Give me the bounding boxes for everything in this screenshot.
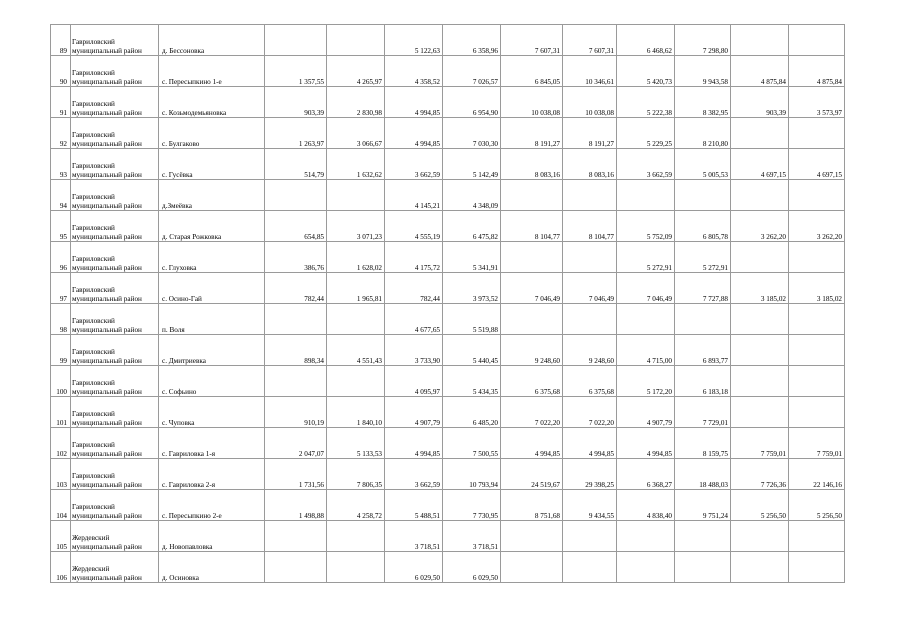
value-cell: 6 368,27 <box>617 459 675 490</box>
value-cell: 6 954,90 <box>443 87 501 118</box>
district-cell: Гавриловский муниципальный район <box>71 211 159 242</box>
value-cell: 6 029,50 <box>443 552 501 583</box>
row-number-cell: 96 <box>51 242 71 273</box>
value-cell: 1 632,62 <box>327 149 385 180</box>
value-cell: 4 994,85 <box>617 428 675 459</box>
value-cell: 7 729,01 <box>675 397 731 428</box>
value-cell <box>731 521 789 552</box>
value-cell: 5 142,49 <box>443 149 501 180</box>
value-cell: 903,39 <box>731 87 789 118</box>
value-cell: 8 751,68 <box>501 490 563 521</box>
locality-cell: с. Дмитриевка <box>159 335 265 366</box>
value-cell <box>265 521 327 552</box>
row-number-cell: 102 <box>51 428 71 459</box>
locality-cell: д. Новопавловка <box>159 521 265 552</box>
value-cell: 4 907,79 <box>385 397 443 428</box>
locality-cell: д. Бессоновка <box>159 25 265 56</box>
value-cell: 5 519,88 <box>443 304 501 335</box>
value-cell <box>501 180 563 211</box>
value-cell: 7 022,20 <box>501 397 563 428</box>
locality-cell: с. Булгаково <box>159 118 265 149</box>
district-cell: Гавриловский муниципальный район <box>71 118 159 149</box>
value-cell <box>563 552 617 583</box>
value-cell <box>265 25 327 56</box>
table-row <box>51 273 845 304</box>
district-cell: Гавриловский муниципальный район <box>71 25 159 56</box>
value-cell: 3 718,51 <box>385 521 443 552</box>
locality-cell: с. Гавриловка 1-я <box>159 428 265 459</box>
value-cell: 6 805,78 <box>675 211 731 242</box>
value-cell: 6 845,05 <box>501 56 563 87</box>
value-cell <box>731 180 789 211</box>
value-cell: 782,44 <box>385 273 443 304</box>
value-cell: 4 348,09 <box>443 180 501 211</box>
value-cell: 7 607,31 <box>563 25 617 56</box>
value-cell: 5 229,25 <box>617 118 675 149</box>
row-number-cell: 97 <box>51 273 71 304</box>
row-number-cell: 103 <box>51 459 71 490</box>
district-cell: Гавриловский муниципальный район <box>71 56 159 87</box>
district-cell: Гавриловский муниципальный район <box>71 397 159 428</box>
value-cell <box>675 521 731 552</box>
value-cell: 5 222,38 <box>617 87 675 118</box>
value-cell <box>731 366 789 397</box>
table-body <box>51 25 845 583</box>
locality-cell: с. Козьмодемьяновка <box>159 87 265 118</box>
row-number-cell: 93 <box>51 149 71 180</box>
value-cell <box>265 366 327 397</box>
value-cell: 5 420,73 <box>617 56 675 87</box>
table-row <box>51 521 845 552</box>
locality-cell: п. Воля <box>159 304 265 335</box>
value-cell: 5 341,91 <box>443 242 501 273</box>
table-row <box>51 242 845 273</box>
value-cell <box>731 397 789 428</box>
table-row <box>51 552 845 583</box>
value-cell: 4 697,15 <box>731 149 789 180</box>
value-cell <box>789 180 845 211</box>
value-cell: 4 994,85 <box>385 428 443 459</box>
tariff-table <box>50 24 845 583</box>
locality-cell: с. Софьино <box>159 366 265 397</box>
value-cell: 9 248,60 <box>501 335 563 366</box>
district-cell: Гавриловский муниципальный район <box>71 87 159 118</box>
value-cell: 7 030,30 <box>443 118 501 149</box>
value-cell: 5 440,45 <box>443 335 501 366</box>
value-cell <box>265 180 327 211</box>
value-cell: 782,44 <box>265 273 327 304</box>
value-cell: 3 662,59 <box>385 459 443 490</box>
value-cell: 7 046,49 <box>501 273 563 304</box>
value-cell <box>617 180 675 211</box>
value-cell: 3 185,02 <box>789 273 845 304</box>
table-row <box>51 335 845 366</box>
value-cell: 8 191,27 <box>501 118 563 149</box>
row-number-cell: 98 <box>51 304 71 335</box>
value-cell: 7 806,35 <box>327 459 385 490</box>
table-row <box>51 56 845 87</box>
value-cell <box>327 366 385 397</box>
value-cell <box>731 118 789 149</box>
value-cell <box>501 242 563 273</box>
value-cell: 1 840,10 <box>327 397 385 428</box>
value-cell <box>327 25 385 56</box>
district-cell: Гавриловский муниципальный район <box>71 149 159 180</box>
table-row <box>51 428 845 459</box>
value-cell: 4 875,84 <box>731 56 789 87</box>
district-cell: Гавриловский муниципальный район <box>71 304 159 335</box>
value-cell: 8 191,27 <box>563 118 617 149</box>
row-number-cell: 101 <box>51 397 71 428</box>
value-cell: 7 759,01 <box>731 428 789 459</box>
value-cell: 7 726,36 <box>731 459 789 490</box>
value-cell: 3 573,97 <box>789 87 845 118</box>
value-cell: 7 500,55 <box>443 428 501 459</box>
value-cell: 7 727,88 <box>675 273 731 304</box>
locality-cell: с. Чуповка <box>159 397 265 428</box>
value-cell: 8 104,77 <box>563 211 617 242</box>
value-cell: 3 262,20 <box>789 211 845 242</box>
value-cell: 5 005,53 <box>675 149 731 180</box>
value-cell: 5 752,09 <box>617 211 675 242</box>
value-cell: 6 893,77 <box>675 335 731 366</box>
district-cell: Гавриловский муниципальный район <box>71 459 159 490</box>
value-cell <box>789 552 845 583</box>
value-cell: 5 272,91 <box>675 242 731 273</box>
value-cell: 3 973,52 <box>443 273 501 304</box>
value-cell <box>789 242 845 273</box>
row-number-cell: 94 <box>51 180 71 211</box>
value-cell: 5 172,20 <box>617 366 675 397</box>
value-cell: 4 677,65 <box>385 304 443 335</box>
value-cell: 1 498,88 <box>265 490 327 521</box>
value-cell: 514,79 <box>265 149 327 180</box>
value-cell <box>617 552 675 583</box>
value-cell: 4 838,40 <box>617 490 675 521</box>
value-cell <box>265 552 327 583</box>
table-row <box>51 397 845 428</box>
locality-cell: д. Старая Рожковка <box>159 211 265 242</box>
value-cell: 6 375,68 <box>563 366 617 397</box>
value-cell: 5 272,91 <box>617 242 675 273</box>
district-cell: Гавриловский муниципальный район <box>71 180 159 211</box>
value-cell <box>501 552 563 583</box>
table-row <box>51 25 845 56</box>
value-cell: 4 715,00 <box>617 335 675 366</box>
value-cell <box>789 118 845 149</box>
locality-cell: с. Пересыпкино 2-е <box>159 490 265 521</box>
value-cell: 10 346,61 <box>563 56 617 87</box>
value-cell: 910,19 <box>265 397 327 428</box>
locality-cell: д. Осиновка <box>159 552 265 583</box>
value-cell: 4 994,85 <box>385 118 443 149</box>
value-cell: 8 210,80 <box>675 118 731 149</box>
value-cell <box>789 335 845 366</box>
value-cell <box>731 304 789 335</box>
district-cell: Гавриловский муниципальный район <box>71 242 159 273</box>
value-cell: 10 038,08 <box>501 87 563 118</box>
value-cell <box>675 552 731 583</box>
value-cell: 22 146,16 <box>789 459 845 490</box>
value-cell: 1 628,02 <box>327 242 385 273</box>
value-cell: 5 133,53 <box>327 428 385 459</box>
value-cell: 4 555,19 <box>385 211 443 242</box>
value-cell: 8 382,95 <box>675 87 731 118</box>
value-cell: 6 485,20 <box>443 397 501 428</box>
value-cell: 10 793,94 <box>443 459 501 490</box>
table-row <box>51 118 845 149</box>
value-cell: 3 262,20 <box>731 211 789 242</box>
district-cell: Гавриловский муниципальный район <box>71 428 159 459</box>
table-row <box>51 180 845 211</box>
value-cell: 6 029,50 <box>385 552 443 583</box>
value-cell: 24 519,67 <box>501 459 563 490</box>
value-cell: 8 159,75 <box>675 428 731 459</box>
value-cell: 4 697,15 <box>789 149 845 180</box>
value-cell: 2 047,07 <box>265 428 327 459</box>
row-number-cell: 105 <box>51 521 71 552</box>
value-cell: 7 026,57 <box>443 56 501 87</box>
value-cell <box>789 366 845 397</box>
value-cell <box>789 397 845 428</box>
row-number-cell: 104 <box>51 490 71 521</box>
district-cell: Гавриловский муниципальный район <box>71 273 159 304</box>
value-cell: 5 434,35 <box>443 366 501 397</box>
row-number-cell: 90 <box>51 56 71 87</box>
value-cell: 8 083,16 <box>501 149 563 180</box>
value-cell: 4 994,85 <box>501 428 563 459</box>
value-cell <box>617 521 675 552</box>
value-cell: 4 175,72 <box>385 242 443 273</box>
value-cell <box>731 335 789 366</box>
value-cell: 4 265,97 <box>327 56 385 87</box>
row-number-cell: 99 <box>51 335 71 366</box>
value-cell <box>731 25 789 56</box>
row-number-cell: 106 <box>51 552 71 583</box>
value-cell <box>675 180 731 211</box>
table-row <box>51 459 845 490</box>
value-cell: 4 875,84 <box>789 56 845 87</box>
value-cell: 1 357,55 <box>265 56 327 87</box>
value-cell: 4 551,43 <box>327 335 385 366</box>
value-cell <box>563 521 617 552</box>
value-cell: 6 475,82 <box>443 211 501 242</box>
value-cell: 898,34 <box>265 335 327 366</box>
value-cell: 4 994,85 <box>385 87 443 118</box>
value-cell: 3 071,23 <box>327 211 385 242</box>
row-number-cell: 92 <box>51 118 71 149</box>
district-cell: Жердевский муниципальный район <box>71 521 159 552</box>
value-cell: 3 662,59 <box>385 149 443 180</box>
value-cell: 6 183,18 <box>675 366 731 397</box>
value-cell: 654,85 <box>265 211 327 242</box>
row-number-cell: 91 <box>51 87 71 118</box>
value-cell: 386,76 <box>265 242 327 273</box>
value-cell: 6 468,62 <box>617 25 675 56</box>
locality-cell: с. Глуховка <box>159 242 265 273</box>
value-cell: 6 375,68 <box>501 366 563 397</box>
value-cell: 9 943,58 <box>675 56 731 87</box>
locality-cell: с. Осино-Гай <box>159 273 265 304</box>
value-cell: 1 263,97 <box>265 118 327 149</box>
value-cell: 3 185,02 <box>731 273 789 304</box>
value-cell <box>731 552 789 583</box>
value-cell <box>563 304 617 335</box>
value-cell <box>675 304 731 335</box>
value-cell: 3 733,90 <box>385 335 443 366</box>
table-row <box>51 366 845 397</box>
value-cell: 18 488,03 <box>675 459 731 490</box>
value-cell: 3 718,51 <box>443 521 501 552</box>
district-cell: Гавриловский муниципальный район <box>71 490 159 521</box>
value-cell <box>563 180 617 211</box>
value-cell: 7 298,80 <box>675 25 731 56</box>
row-number-cell: 100 <box>51 366 71 397</box>
value-cell: 4 258,72 <box>327 490 385 521</box>
value-cell: 29 398,25 <box>563 459 617 490</box>
locality-cell: с. Гавриловка 2-я <box>159 459 265 490</box>
value-cell: 6 358,96 <box>443 25 501 56</box>
value-cell: 5 488,51 <box>385 490 443 521</box>
value-cell <box>327 180 385 211</box>
value-cell: 10 038,08 <box>563 87 617 118</box>
value-cell: 1 731,56 <box>265 459 327 490</box>
row-number-cell: 95 <box>51 211 71 242</box>
table-row <box>51 87 845 118</box>
value-cell: 4 358,52 <box>385 56 443 87</box>
value-cell: 8 104,77 <box>501 211 563 242</box>
value-cell: 3 662,59 <box>617 149 675 180</box>
value-cell: 4 907,79 <box>617 397 675 428</box>
value-cell <box>563 242 617 273</box>
value-cell: 8 083,16 <box>563 149 617 180</box>
value-cell: 7 730,95 <box>443 490 501 521</box>
value-cell <box>327 521 385 552</box>
value-cell: 7 607,31 <box>501 25 563 56</box>
locality-cell: с. Пересыпкино 1-е <box>159 56 265 87</box>
value-cell: 7 759,01 <box>789 428 845 459</box>
district-cell: Гавриловский муниципальный район <box>71 366 159 397</box>
district-cell: Гавриловский муниципальный район <box>71 335 159 366</box>
value-cell <box>501 521 563 552</box>
value-cell <box>789 25 845 56</box>
value-cell: 7 046,49 <box>563 273 617 304</box>
table-row <box>51 149 845 180</box>
value-cell: 2 830,98 <box>327 87 385 118</box>
value-cell: 7 022,20 <box>563 397 617 428</box>
value-cell <box>789 521 845 552</box>
table-row <box>51 211 845 242</box>
value-cell: 4 145,21 <box>385 180 443 211</box>
row-number-cell: 89 <box>51 25 71 56</box>
value-cell: 4 095,97 <box>385 366 443 397</box>
value-cell <box>501 304 563 335</box>
value-cell <box>327 304 385 335</box>
value-cell: 5 256,50 <box>789 490 845 521</box>
value-cell: 903,39 <box>265 87 327 118</box>
locality-cell: с. Гусёвка <box>159 149 265 180</box>
value-cell <box>731 242 789 273</box>
table-row <box>51 490 845 521</box>
value-cell: 9 248,60 <box>563 335 617 366</box>
value-cell <box>327 552 385 583</box>
value-cell: 1 965,81 <box>327 273 385 304</box>
table-row <box>51 304 845 335</box>
value-cell: 9 751,24 <box>675 490 731 521</box>
locality-cell: д.Змеёвка <box>159 180 265 211</box>
value-cell: 5 256,50 <box>731 490 789 521</box>
value-cell: 3 066,67 <box>327 118 385 149</box>
value-cell <box>789 304 845 335</box>
value-cell: 7 046,49 <box>617 273 675 304</box>
district-cell: Жердевский муниципальный район <box>71 552 159 583</box>
value-cell <box>265 304 327 335</box>
value-cell <box>617 304 675 335</box>
value-cell: 9 434,55 <box>563 490 617 521</box>
value-cell: 5 122,63 <box>385 25 443 56</box>
value-cell: 4 994,85 <box>563 428 617 459</box>
